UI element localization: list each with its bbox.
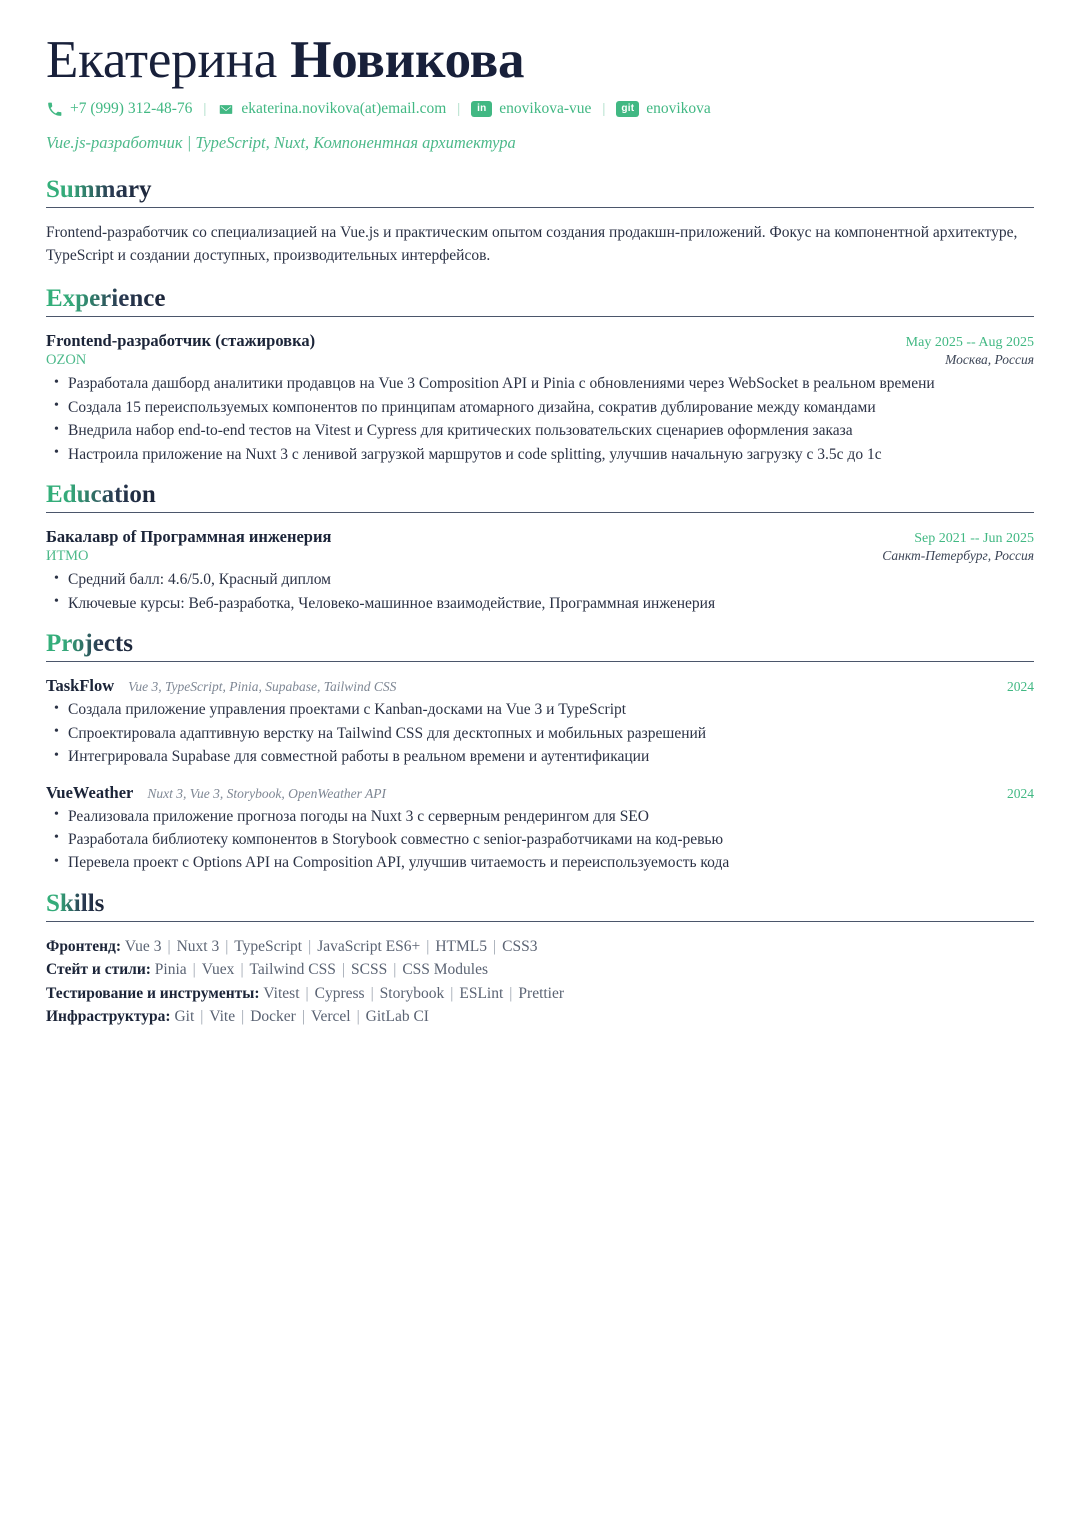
section-title-experience: Experience bbox=[46, 285, 166, 313]
skills-list bbox=[46, 936, 1034, 1029]
first-name: Екатерина bbox=[46, 31, 278, 89]
skill-separator: | bbox=[305, 984, 309, 1002]
skill-separator: | bbox=[450, 984, 454, 1002]
contact-linkedin[interactable] bbox=[471, 100, 591, 118]
bullet-item: • Разработала дашборд аналитики продавцов на Vue 3 Composition API и Pinia с обновлениями через WebSocket в реальном времени bbox=[46, 373, 1034, 395]
project-entry-list bbox=[46, 676, 1034, 875]
section-divider bbox=[46, 921, 1034, 922]
skill-separator: | bbox=[509, 984, 513, 1002]
skill-separator: | bbox=[370, 984, 374, 1002]
contact-text: +7 (999) 312-48-76 bbox=[70, 100, 193, 118]
skill-separator: | bbox=[301, 1008, 305, 1026]
skill-item: Vite bbox=[209, 1008, 236, 1026]
section-divider bbox=[46, 207, 1034, 208]
skill-item: Vue 3 bbox=[124, 937, 162, 955]
contact-separator: | bbox=[203, 100, 207, 117]
project-header-row bbox=[46, 783, 1034, 803]
skill-item: CSS3 bbox=[502, 937, 538, 955]
project-year: 2024 bbox=[1007, 679, 1034, 695]
skill-separator: | bbox=[493, 937, 497, 955]
section-divider bbox=[46, 512, 1034, 513]
skill-item: Nuxt 3 bbox=[176, 937, 220, 955]
skill-separator: | bbox=[393, 961, 397, 979]
skill-item: Docker bbox=[250, 1008, 296, 1026]
entry-date: May 2025 -- Aug 2025 bbox=[905, 335, 1034, 351]
linkedin-icon: in bbox=[471, 101, 492, 117]
project-tech-stack: Nuxt 3, Vue 3, Storybook, OpenWeather API bbox=[147, 785, 386, 801]
resume-header bbox=[46, 30, 1034, 153]
skill-item: Git bbox=[174, 1008, 195, 1026]
skill-separator: | bbox=[240, 961, 244, 979]
skill-items bbox=[125, 938, 538, 955]
entry-organization: ИТМО bbox=[46, 548, 89, 565]
contact-separator: | bbox=[602, 100, 606, 117]
bullet-item: • Интегрировала Supabase для совместной работы в реальном времени и аутентификации bbox=[46, 746, 1034, 768]
skill-item: GitLab CI bbox=[365, 1008, 429, 1026]
skill-separator: | bbox=[200, 1008, 204, 1026]
entry-location: Санкт-Петербург, Россия bbox=[882, 548, 1034, 564]
skill-separator: | bbox=[192, 961, 196, 979]
entry-title-row bbox=[46, 331, 1034, 351]
section-title-projects: Projects bbox=[46, 630, 133, 658]
skill-item: CSS Modules bbox=[402, 961, 489, 979]
skill-separator: | bbox=[341, 961, 345, 979]
skill-item: Vuex bbox=[201, 961, 235, 979]
bullet-list bbox=[46, 373, 1034, 466]
bullet-item: • Средний балл: 4.6/5.0, Красный диплом bbox=[46, 569, 1034, 591]
project-title-group bbox=[46, 783, 386, 803]
project-header-row bbox=[46, 676, 1034, 696]
project-name: VueWeather bbox=[46, 782, 134, 802]
contact-text: enovikova-vue bbox=[499, 100, 592, 118]
skill-item: TypeScript bbox=[234, 937, 303, 955]
skill-item: JavaScript ES6+ bbox=[317, 937, 421, 955]
skill-item: HTML5 bbox=[435, 937, 488, 955]
entry-title-row bbox=[46, 527, 1034, 547]
git-icon: git bbox=[616, 101, 639, 117]
section-education bbox=[46, 480, 1034, 615]
entry-location: Москва, Россия bbox=[945, 352, 1034, 368]
summary-body: Frontend-разработчик со специализацией на Vue.js и практическим опытом создания продакшн-приложений. Фокус на компонентной архитектуре, TypeScript и создании доступных, производительных интерфейсов. bbox=[46, 224, 1018, 265]
bullet-item: • Создала 15 переиспользуемых компонентов по принципам атомарного дизайна, сократив дублирование между командами bbox=[46, 397, 1034, 419]
section-summary bbox=[46, 175, 1034, 268]
entry-date: Sep 2021 -- Jun 2025 bbox=[914, 531, 1034, 547]
last-name: Новикова bbox=[290, 31, 525, 89]
bullet-item: • Перевела проект с Options API на Composition API, улучшив читаемость и переиспользуемость кода bbox=[46, 852, 1034, 874]
skill-row bbox=[46, 1006, 1034, 1029]
project-name: TaskFlow bbox=[46, 676, 115, 696]
entry-organization: OZON bbox=[46, 352, 87, 369]
entry-org-row bbox=[46, 352, 1034, 369]
skill-item: Cypress bbox=[314, 984, 365, 1002]
contact-phone[interactable] bbox=[46, 100, 192, 118]
skill-item: Prettier bbox=[518, 984, 565, 1002]
contact-separator: | bbox=[457, 100, 461, 117]
skill-item: SCSS bbox=[351, 961, 388, 979]
project-title-group bbox=[46, 676, 396, 696]
skill-separator: | bbox=[356, 1008, 360, 1026]
skill-item: ESLint bbox=[459, 984, 504, 1002]
skill-separator: | bbox=[241, 1008, 245, 1026]
email-icon bbox=[217, 102, 234, 117]
entry-org-row bbox=[46, 548, 1034, 565]
skill-category: Тестирование и инструменты: bbox=[46, 984, 260, 1002]
bullet-item: • Реализовала приложение прогноза погоды на Nuxt 3 с серверным рендерингом для SEO bbox=[46, 806, 1034, 828]
entry-title: Frontend-разработчик (стажировка) bbox=[46, 331, 316, 351]
section-experience bbox=[46, 284, 1034, 466]
experience-entry-list bbox=[46, 331, 1034, 466]
entry-title: Бакалавр of Программная инженерия bbox=[46, 527, 332, 547]
skill-items bbox=[263, 985, 564, 1002]
section-divider bbox=[46, 316, 1034, 317]
contact-git[interactable] bbox=[616, 100, 710, 118]
resume-entry bbox=[46, 527, 1034, 615]
bullet-list bbox=[46, 569, 1034, 615]
section-title-skills: Skills bbox=[46, 889, 105, 917]
skill-item: Pinia bbox=[154, 961, 187, 979]
skill-items bbox=[174, 1008, 429, 1025]
project-tech-stack: Vue 3, TypeScript, Pinia, Supabase, Tailwind CSS bbox=[128, 679, 397, 695]
project-entry bbox=[46, 783, 1034, 875]
section-title-education: Education bbox=[46, 481, 156, 509]
skill-item: Storybook bbox=[379, 984, 445, 1002]
contact-line bbox=[46, 97, 1034, 121]
section-projects bbox=[46, 629, 1034, 875]
skill-item: Vitest bbox=[263, 984, 300, 1002]
bullet-item: • Создала приложение управления проектами с Kanban-досками на Vue 3 и TypeScript bbox=[46, 699, 1034, 721]
contact-text: enovikova bbox=[646, 100, 711, 118]
skill-category: Фронтенд: bbox=[46, 937, 122, 955]
skill-separator: | bbox=[167, 937, 171, 955]
education-entry-list bbox=[46, 527, 1034, 615]
contact-email[interactable] bbox=[217, 100, 446, 118]
bullet-list bbox=[46, 806, 1034, 875]
skill-row bbox=[46, 936, 1034, 959]
tagline: Vue.js-разработчик | TypeScript, Nuxt, Компонентная архитектура bbox=[46, 133, 516, 153]
section-skills bbox=[46, 889, 1034, 1029]
section-divider bbox=[46, 661, 1034, 662]
skill-item: Tailwind CSS bbox=[249, 961, 336, 979]
skill-separator: | bbox=[225, 937, 229, 955]
bullet-item: • Разработала библиотеку компонентов в Storybook совместно с senior-разработчиками на код-ревью bbox=[46, 829, 1034, 851]
skill-separator: | bbox=[426, 937, 430, 955]
contact-text: ekaterina.novikova(at)email.com bbox=[241, 100, 447, 118]
page-title bbox=[46, 30, 1034, 90]
project-year: 2024 bbox=[1007, 785, 1034, 801]
phone-icon bbox=[46, 102, 63, 117]
skill-items bbox=[155, 961, 488, 978]
section-title-summary: Summary bbox=[46, 176, 152, 204]
bullet-item: • Спроектировала адаптивную верстку на Tailwind CSS для десктопных и мобильных разрешений bbox=[46, 723, 1034, 745]
skill-category: Стейт и стили: bbox=[46, 961, 151, 979]
bullet-item: • Внедрила набор end-to-end тестов на Vitest и Cypress для критических пользовательских сценариев оформления заказа bbox=[46, 420, 1034, 442]
skill-separator: | bbox=[308, 937, 312, 955]
bullet-item: • Настроила приложение на Nuxt 3 с ленивой загрузкой маршрутов и code splitting, улучшив начальную загрузку с 3.5с до 1с bbox=[46, 444, 1034, 466]
skill-category: Инфраструктура: bbox=[46, 1008, 171, 1026]
skill-row bbox=[46, 983, 1034, 1006]
project-entry bbox=[46, 676, 1034, 768]
skill-row bbox=[46, 959, 1034, 982]
resume-entry bbox=[46, 331, 1034, 466]
bullet-item: • Ключевые курсы: Веб-разработка, Человеко-машинное взаимодействие, Программная инженерия bbox=[46, 593, 1034, 615]
skill-item: Vercel bbox=[310, 1008, 351, 1026]
bullet-list bbox=[46, 699, 1034, 768]
